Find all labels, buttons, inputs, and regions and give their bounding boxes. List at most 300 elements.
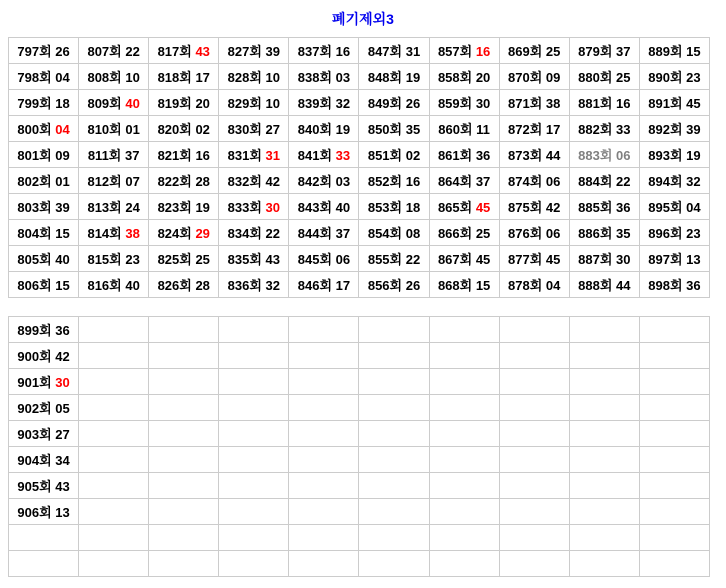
round-label: 880회 — [578, 70, 613, 85]
table-row — [9, 116, 710, 142]
draw-cell — [149, 272, 219, 298]
draw-number: 15 — [55, 278, 70, 293]
draw-number: 01 — [55, 174, 70, 189]
empty-cell — [359, 499, 429, 525]
draw-cell — [429, 142, 499, 168]
draw-cell — [79, 38, 149, 64]
draw-number: 16 — [616, 96, 631, 111]
draw-number: 39 — [265, 44, 280, 59]
draw-cell — [569, 246, 639, 272]
draw-cell — [9, 142, 79, 168]
draw-number: 02 — [405, 148, 421, 163]
empty-cell — [79, 499, 149, 525]
draw-cell — [639, 142, 709, 168]
draw-number: 26 — [405, 278, 421, 293]
draw-cell — [429, 38, 499, 64]
table-row — [9, 272, 710, 298]
draw-number: 28 — [195, 174, 210, 189]
draw-cell — [639, 246, 709, 272]
empty-cell — [499, 395, 569, 421]
round-label: 835회 — [227, 252, 262, 267]
draw-cell — [569, 272, 639, 298]
empty-cell — [79, 421, 149, 447]
draw-cell — [639, 272, 709, 298]
draw-cell — [359, 38, 429, 64]
empty-cell — [79, 343, 149, 369]
draw-cell — [219, 194, 289, 220]
draw-number: 15 — [55, 226, 70, 241]
draw-cell — [359, 246, 429, 272]
draw-number: 19 — [405, 70, 421, 85]
draw-number: 10 — [265, 96, 280, 111]
draw-cell — [79, 194, 149, 220]
draw-number: 02 — [195, 122, 210, 137]
round-label: 833회 — [227, 200, 262, 215]
empty-cell — [499, 369, 569, 395]
draw-cell — [289, 116, 359, 142]
draw-number: 22 — [405, 252, 421, 267]
empty-cell — [429, 317, 499, 343]
draw-number: 30 — [475, 96, 491, 111]
draw-number: 28 — [195, 278, 210, 293]
draw-number: 06 — [545, 174, 561, 189]
draw-cell — [499, 142, 569, 168]
draw-number: 05 — [55, 401, 70, 416]
draw-cell — [149, 38, 219, 64]
empty-cell — [499, 317, 569, 343]
round-label: 825회 — [157, 252, 192, 267]
draw-number: 40 — [55, 252, 70, 267]
draw-number: 25 — [195, 252, 210, 267]
draw-number: 30 — [265, 200, 280, 215]
draw-cell — [639, 194, 709, 220]
draw-number: 25 — [616, 70, 631, 85]
round-label: 809회 — [87, 96, 122, 111]
draw-cell — [359, 220, 429, 246]
draw-cell — [569, 194, 639, 220]
draw-number: 20 — [475, 70, 491, 85]
empty-cell — [359, 525, 429, 551]
round-label: 879회 — [578, 44, 613, 59]
empty-cell — [149, 551, 219, 577]
round-label: 807회 — [87, 44, 122, 59]
empty-cell — [359, 317, 429, 343]
round-label: 870회 — [508, 70, 543, 85]
round-label: 832회 — [227, 174, 262, 189]
draw-cell — [359, 272, 429, 298]
draw-number: 03 — [335, 70, 351, 85]
table-row — [9, 369, 710, 395]
draw-cell — [499, 272, 569, 298]
draw-number: 06 — [545, 226, 561, 241]
draw-number: 36 — [475, 148, 491, 163]
round-label: 893회 — [648, 148, 683, 163]
draw-cell — [9, 317, 79, 343]
round-label: 843회 — [297, 200, 332, 215]
draw-number: 04 — [545, 278, 561, 293]
draw-cell — [149, 246, 219, 272]
draw-cell — [569, 90, 639, 116]
empty-cell — [79, 317, 149, 343]
draw-number: 31 — [265, 148, 280, 163]
empty-cell — [149, 343, 219, 369]
round-label: 798회 — [17, 70, 52, 85]
table-row — [9, 395, 710, 421]
empty-cell — [639, 369, 709, 395]
draw-number: 09 — [55, 148, 70, 163]
draw-number: 18 — [55, 96, 70, 111]
round-label: 868회 — [437, 278, 473, 293]
empty-cell — [639, 499, 709, 525]
draw-cell — [149, 90, 219, 116]
draw-cell — [639, 116, 709, 142]
draw-cell — [289, 38, 359, 64]
draw-number: 23 — [686, 226, 701, 241]
empty-cell — [289, 525, 359, 551]
table-row — [9, 525, 710, 551]
draw-number: 35 — [405, 122, 421, 137]
table-row — [9, 194, 710, 220]
draw-number: 23 — [125, 252, 140, 267]
round-label: 902회 — [17, 401, 52, 416]
table-row — [9, 90, 710, 116]
round-label: 802회 — [17, 174, 52, 189]
round-label: 860회 — [438, 122, 473, 137]
round-label: 895회 — [648, 200, 683, 215]
empty-cell — [639, 421, 709, 447]
empty-cell — [639, 525, 709, 551]
draw-cell — [9, 395, 79, 421]
round-label: 899회 — [17, 323, 52, 338]
draw-number: 25 — [545, 44, 561, 59]
round-label: 857회 — [437, 44, 473, 59]
draw-number: 17 — [545, 122, 561, 137]
draw-number: 04 — [686, 200, 701, 215]
empty-cell — [569, 447, 639, 473]
round-label: 861회 — [437, 148, 473, 163]
empty-cell — [429, 551, 499, 577]
draw-number: 44 — [616, 278, 631, 293]
round-label: 855회 — [367, 252, 403, 267]
round-label: 875회 — [508, 200, 543, 215]
round-label: 904회 — [17, 453, 52, 468]
empty-cell — [639, 551, 709, 577]
empty-cell — [149, 369, 219, 395]
draw-cell — [499, 246, 569, 272]
draw-number: 03 — [335, 174, 351, 189]
round-label: 891회 — [648, 96, 683, 111]
draw-cell — [9, 272, 79, 298]
empty-cell — [219, 369, 289, 395]
draw-number: 33 — [335, 148, 351, 163]
draw-cell — [9, 343, 79, 369]
draw-number: 04 — [55, 70, 70, 85]
draw-number: 42 — [545, 200, 561, 215]
round-label: 810회 — [87, 122, 122, 137]
draw-number: 18 — [405, 200, 421, 215]
empty-cell — [639, 395, 709, 421]
empty-cell — [569, 525, 639, 551]
draw-number: 08 — [405, 226, 421, 241]
table-row — [9, 142, 710, 168]
empty-cell — [79, 395, 149, 421]
draw-cell — [9, 168, 79, 194]
draw-cell — [499, 168, 569, 194]
round-label: 812회 — [87, 174, 122, 189]
draw-cell — [499, 38, 569, 64]
draw-number: 16 — [475, 44, 491, 59]
table-row — [9, 447, 710, 473]
draw-number: 22 — [616, 174, 631, 189]
round-label: 808회 — [87, 70, 122, 85]
draw-number: 36 — [686, 278, 701, 293]
draw-number: 11 — [476, 122, 490, 137]
round-label: 867회 — [437, 252, 473, 267]
draw-cell — [289, 168, 359, 194]
empty-cell — [79, 369, 149, 395]
round-label: 819회 — [157, 96, 192, 111]
draw-cell — [79, 246, 149, 272]
round-label: 814회 — [87, 226, 122, 241]
draw-number: 32 — [335, 96, 351, 111]
draw-cell — [219, 64, 289, 90]
round-label: 854회 — [367, 226, 403, 241]
draw-cell — [9, 38, 79, 64]
empty-cell — [219, 551, 289, 577]
draw-number: 36 — [55, 323, 70, 338]
round-label: 829회 — [227, 96, 262, 111]
draw-cell — [359, 64, 429, 90]
draw-number: 40 — [125, 278, 140, 293]
draw-number: 27 — [55, 427, 70, 442]
draw-history-table-bottom — [8, 316, 710, 577]
draw-number: 45 — [686, 96, 701, 111]
draw-number: 31 — [405, 44, 421, 59]
round-label: 813회 — [87, 200, 122, 215]
table-row — [9, 473, 710, 499]
empty-cell — [429, 369, 499, 395]
empty-cell — [219, 525, 289, 551]
round-label: 816회 — [87, 278, 122, 293]
draw-cell — [79, 116, 149, 142]
draw-number: 16 — [335, 44, 351, 59]
draw-number: 42 — [265, 174, 280, 189]
round-label: 841회 — [297, 148, 332, 163]
empty-cell — [359, 551, 429, 577]
draw-cell — [219, 38, 289, 64]
draw-cell — [359, 168, 429, 194]
empty-cell — [429, 343, 499, 369]
draw-number: 38 — [545, 96, 561, 111]
draw-cell — [639, 38, 709, 64]
round-label: 799회 — [17, 96, 52, 111]
empty-cell — [219, 447, 289, 473]
draw-number: 20 — [195, 96, 210, 111]
draw-cell — [429, 220, 499, 246]
empty-cell — [639, 343, 709, 369]
round-label: 837회 — [297, 44, 332, 59]
draw-cell — [79, 90, 149, 116]
round-label: 903회 — [17, 427, 52, 442]
draw-cell — [79, 64, 149, 90]
draw-cell — [9, 64, 79, 90]
draw-number: 33 — [616, 122, 631, 137]
draw-number: 06 — [335, 252, 351, 267]
empty-cell — [9, 525, 79, 551]
round-label: 850회 — [367, 122, 403, 137]
page-title: 폐기제외3 — [332, 11, 394, 27]
draw-cell — [499, 90, 569, 116]
round-label: 906회 — [17, 505, 52, 520]
round-label: 844회 — [297, 226, 332, 241]
empty-cell — [289, 343, 359, 369]
draw-cell — [149, 168, 219, 194]
draw-cell — [149, 220, 219, 246]
round-label: 824회 — [157, 226, 192, 241]
draw-number: 42 — [55, 349, 70, 364]
empty-cell — [569, 343, 639, 369]
draw-cell — [9, 116, 79, 142]
draw-number: 23 — [686, 70, 701, 85]
draw-cell — [499, 220, 569, 246]
round-label: 831회 — [227, 148, 262, 163]
draw-cell — [289, 272, 359, 298]
empty-cell — [359, 421, 429, 447]
empty-cell — [289, 499, 359, 525]
table-row — [9, 168, 710, 194]
empty-cell — [219, 395, 289, 421]
draw-cell — [569, 116, 639, 142]
draw-number: 30 — [616, 252, 631, 267]
draw-cell — [79, 272, 149, 298]
draw-number: 43 — [55, 479, 70, 494]
draw-number: 38 — [125, 226, 140, 241]
round-label: 847회 — [367, 44, 403, 59]
draw-cell — [9, 369, 79, 395]
draw-cell — [359, 116, 429, 142]
empty-cell — [289, 421, 359, 447]
draw-cell — [639, 220, 709, 246]
draw-cell — [149, 194, 219, 220]
empty-cell — [149, 473, 219, 499]
draw-number: 13 — [55, 505, 70, 520]
round-label: 806회 — [17, 278, 52, 293]
draw-cell — [289, 64, 359, 90]
round-label: 852회 — [367, 174, 403, 189]
round-label: 820회 — [157, 122, 192, 137]
empty-cell — [149, 447, 219, 473]
round-label: 888회 — [578, 278, 613, 293]
round-label: 884회 — [578, 174, 613, 189]
round-label: 846회 — [297, 278, 332, 293]
empty-cell — [639, 317, 709, 343]
draw-number: 45 — [475, 200, 491, 215]
empty-cell — [499, 525, 569, 551]
empty-cell — [359, 473, 429, 499]
draw-number: 16 — [195, 148, 210, 163]
empty-cell — [149, 525, 219, 551]
draw-number: 09 — [545, 70, 561, 85]
draw-cell — [9, 473, 79, 499]
draw-cell — [639, 64, 709, 90]
empty-cell — [9, 551, 79, 577]
empty-cell — [429, 395, 499, 421]
round-label: 871회 — [508, 96, 543, 111]
table-row — [9, 343, 710, 369]
draw-number: 07 — [125, 174, 140, 189]
round-label: 849회 — [367, 96, 403, 111]
round-label: 826회 — [157, 278, 192, 293]
draw-cell — [499, 116, 569, 142]
draw-number: 37 — [124, 148, 140, 163]
draw-cell — [569, 38, 639, 64]
draw-cell — [9, 194, 79, 220]
draw-number: 24 — [125, 200, 140, 215]
empty-cell — [149, 499, 219, 525]
draw-number: 30 — [55, 375, 70, 390]
round-label: 881회 — [578, 96, 613, 111]
empty-cell — [429, 447, 499, 473]
round-label: 817회 — [157, 44, 192, 59]
round-label: 818회 — [157, 70, 192, 85]
round-label: 839회 — [297, 96, 332, 111]
draw-number: 45 — [545, 252, 561, 267]
draw-number: 34 — [55, 453, 70, 468]
empty-cell — [289, 369, 359, 395]
draw-cell — [499, 64, 569, 90]
round-label: 873회 — [508, 148, 543, 163]
round-label: 890회 — [648, 70, 683, 85]
round-label: 876회 — [508, 226, 543, 241]
draw-cell — [289, 90, 359, 116]
table-row — [9, 499, 710, 525]
round-label: 900회 — [17, 349, 52, 364]
empty-cell — [569, 395, 639, 421]
round-label: 797회 — [17, 44, 52, 59]
round-label: 821회 — [157, 148, 192, 163]
draw-number: 04 — [55, 122, 70, 137]
draw-number: 17 — [195, 70, 210, 85]
round-label: 805회 — [17, 252, 52, 267]
empty-cell — [569, 473, 639, 499]
round-label: 905회 — [17, 479, 52, 494]
empty-cell — [569, 369, 639, 395]
draw-cell — [289, 220, 359, 246]
empty-cell — [359, 343, 429, 369]
round-label: 848회 — [367, 70, 403, 85]
draw-cell — [639, 168, 709, 194]
empty-cell — [289, 395, 359, 421]
draw-number: 29 — [195, 226, 210, 241]
round-label: 838회 — [297, 70, 332, 85]
empty-cell — [499, 473, 569, 499]
draw-cell — [429, 168, 499, 194]
draw-number: 39 — [55, 200, 70, 215]
draw-number: 15 — [475, 278, 491, 293]
draw-cell — [219, 246, 289, 272]
draw-cell — [639, 90, 709, 116]
draw-number: 15 — [686, 44, 701, 59]
draw-number: 43 — [265, 252, 280, 267]
round-label: 877회 — [508, 252, 543, 267]
draw-number: 43 — [195, 44, 210, 59]
draw-cell — [219, 90, 289, 116]
empty-cell — [499, 551, 569, 577]
draw-cell — [79, 220, 149, 246]
round-label: 800회 — [17, 122, 52, 137]
round-label: 864회 — [437, 174, 473, 189]
draw-cell — [79, 168, 149, 194]
